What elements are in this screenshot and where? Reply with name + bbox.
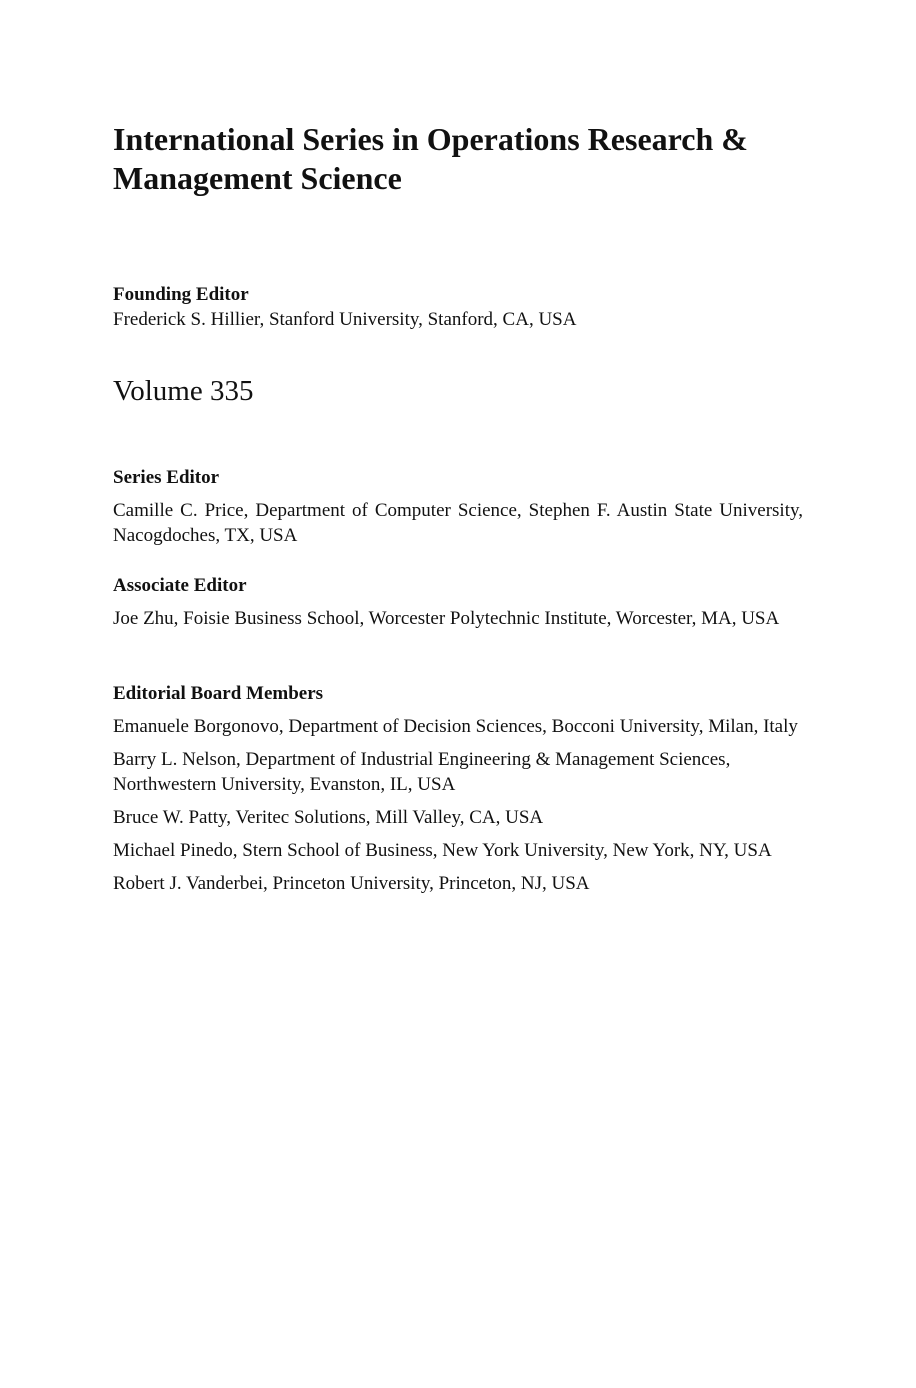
board-member: Robert J. Vanderbei, Princeton University, Princeton, NJ, USA [113, 873, 590, 894]
founding-editor-heading: Founding Editor [113, 284, 249, 305]
series-title: International Series in Operations Research & Management Science [113, 121, 748, 196]
founding-editor-section [113, 282, 803, 332]
editorial-board-heading: Editorial Board Members [113, 683, 324, 704]
board-member: Michael Pinedo, Stern School of Business, New York University, New York, NY, USA [113, 840, 772, 861]
board-member: Emanuele Borgonovo, Department of Decision Sciences, Bocconi University, Milan, Italy [113, 716, 798, 737]
associate-editor-section [113, 573, 803, 631]
founding-editor-text: Frederick S. Hillier, Stanford University, Stanford, CA, USA [113, 309, 577, 330]
board-member: Barry L. Nelson, Department of Industrial Engineering & Management Sciences, Northwestern University, Evanston, IL, USA [113, 749, 731, 795]
associate-editor-text: Joe Zhu, Foisie Business School, Worcester Polytechnic Institute, Worcester, MA, USA [113, 608, 780, 629]
series-editor-heading: Series Editor [113, 467, 220, 488]
associate-editor-heading: Associate Editor [113, 575, 247, 596]
volume-label: Volume 335 [113, 375, 254, 407]
editorial-board-section [113, 681, 803, 896]
series-editor-section [113, 465, 803, 548]
series-editor-text: Camille C. Price, Department of Computer Science, Stephen F. Austin State University, Nacogdoches, TX, USA [113, 500, 803, 546]
board-member: Bruce W. Patty, Veritec Solutions, Mill Valley, CA, USA [113, 807, 544, 828]
